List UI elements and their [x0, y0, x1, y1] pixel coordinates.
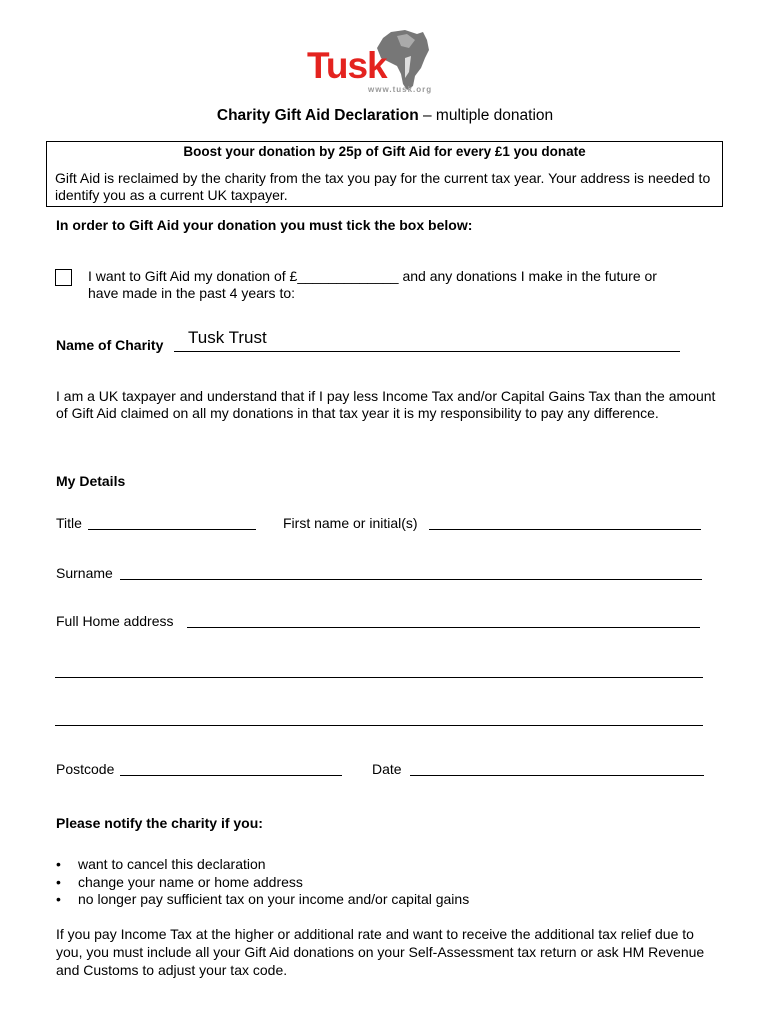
boost-body: Gift Aid is reclaimed by the charity from the tax you pay for the current tax year. Your address is needed to identify you as a current UK taxpayer.: [55, 170, 711, 203]
address-label: Full Home address: [56, 613, 174, 629]
tusk-logo: [305, 28, 435, 98]
boost-info-box: [46, 141, 723, 207]
surname-field[interactable]: [120, 579, 702, 580]
title-rest: – multiple donation: [418, 107, 554, 124]
postcode-label: Postcode: [56, 761, 115, 777]
gift-aid-checkbox[interactable]: [55, 269, 72, 286]
gift-aid-instruction: In order to Gift Aid your donation you must tick the box below:: [56, 217, 473, 233]
address-field-1[interactable]: [187, 627, 700, 628]
notify-heading: Please notify the charity if you:: [56, 815, 263, 831]
my-details-heading: My Details: [56, 473, 126, 489]
higher-rate-note: If you pay Income Tax at the higher or additional rate and want to receive the additional tax relief due to you, you must include all your Gift Aid donations on your Self-Assessment tax return or ask HM Revenue and Customs to adjust your tax code.: [56, 926, 705, 978]
title-field[interactable]: [88, 529, 256, 530]
taxpayer-statement: I am a UK taxpayer and understand that if I pay less Income Tax and/or Capital Gains Tax than the amount of Gift Aid claimed on all my donations in that tax year it is my responsibility to pay any difference.: [56, 388, 716, 421]
boost-heading: Boost your donation by 25p of Gift Aid for every £1 you donate: [183, 144, 586, 159]
list-item: • change your name or home address: [56, 874, 469, 892]
first-name-field[interactable]: [429, 529, 701, 530]
address-field-3[interactable]: [55, 725, 703, 726]
postcode-field[interactable]: [120, 775, 342, 776]
date-label: Date: [372, 761, 402, 777]
page-title: [0, 107, 770, 125]
list-item: • no longer pay sufficient tax on your income and/or capital gains: [56, 891, 469, 909]
surname-label: Surname: [56, 565, 113, 581]
notify-list: [56, 856, 469, 909]
declaration-line-1: I want to Gift Aid my donation of £_____________ and any donations I make in the future or: [88, 268, 657, 284]
logo-url: www.tusk.org: [368, 85, 433, 94]
logo-wordmark: Tusk: [307, 45, 387, 86]
first-name-label: First name or initial(s): [283, 515, 418, 531]
declaration-line-2: have made in the past 4 years to:: [88, 285, 296, 301]
address-field-2[interactable]: [55, 677, 703, 678]
charity-field[interactable]: [174, 351, 680, 352]
charity-label: Name of Charity: [56, 337, 164, 353]
list-item: • want to cancel this declaration: [56, 856, 469, 874]
charity-value: Tusk Trust: [188, 328, 267, 347]
title-label: Title: [56, 515, 82, 531]
title-bold: Charity Gift Aid Declaration: [216, 107, 419, 124]
date-field[interactable]: [410, 775, 704, 776]
